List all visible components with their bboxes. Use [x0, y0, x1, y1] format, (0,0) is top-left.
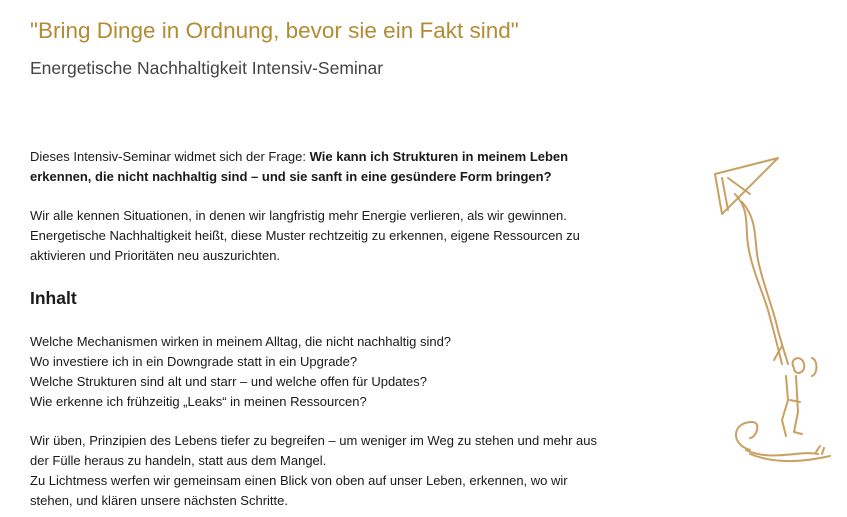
page-subtitle: Energetische Nachhaltigkeit Intensiv-Seminar	[30, 58, 384, 78]
energy-line: Energetische Nachhaltigkeit heißt, diese Muster rechtzeitig zu erkennen, eigene Ressourcen zu	[30, 228, 580, 243]
page-title: "Bring Dinge in Ordnung, bevor sie ein Fakt sind"	[30, 18, 519, 43]
intro-question-line-1: Wie kann ich Strukturen in meinem Leben	[309, 149, 569, 164]
closing-line: stehen, und klären unsere nächsten Schritte.	[30, 493, 288, 508]
question-item: Welche Mechanismen wirken in meinem Alltag, die nicht nachhaltig sind?	[30, 334, 452, 349]
energy-line: Wir alle kennen Situationen, in denen wir langfristig mehr Energie verlieren, als wir gewinnen.	[30, 208, 567, 223]
line-drawing-figure-icon	[690, 150, 840, 490]
intro-paragraph	[30, 147, 568, 187]
energy-line: aktivieren und Prioritäten neu auszurichten.	[30, 248, 281, 263]
section-heading-inhalt: Inhalt	[30, 288, 77, 308]
energy-paragraph	[30, 206, 580, 266]
closing-paragraph	[30, 431, 597, 511]
closing-line: Zu Lichtmess werfen wir gemeinsam einen Blick von oben auf unser Leben, erkennen, wo wir	[30, 473, 568, 488]
closing-line: Wir üben, Prinzipien des Lebens tiefer zu begreifen – um weniger im Weg zu stehen und mehr aus	[30, 433, 598, 448]
question-item: Wo investiere ich in ein Downgrade statt in ein Upgrade?	[30, 354, 358, 369]
question-item: Wie erkenne ich frühzeitig „Leaks“ in meinen Ressourcen?	[30, 394, 367, 409]
intro-lead: Dieses Intensiv-Seminar widmet sich der Frage:	[30, 149, 310, 164]
question-item: Welche Strukturen sind alt und starr – und welche offen für Updates?	[30, 374, 427, 389]
closing-line: der Fülle heraus zu handeln, statt aus dem Mangel.	[30, 453, 327, 468]
content-questions	[30, 332, 451, 412]
intro-question-line-2: erkennen, die nicht nachhaltig sind – und sie sanft in eine gesündere Form bringen?	[30, 169, 552, 184]
